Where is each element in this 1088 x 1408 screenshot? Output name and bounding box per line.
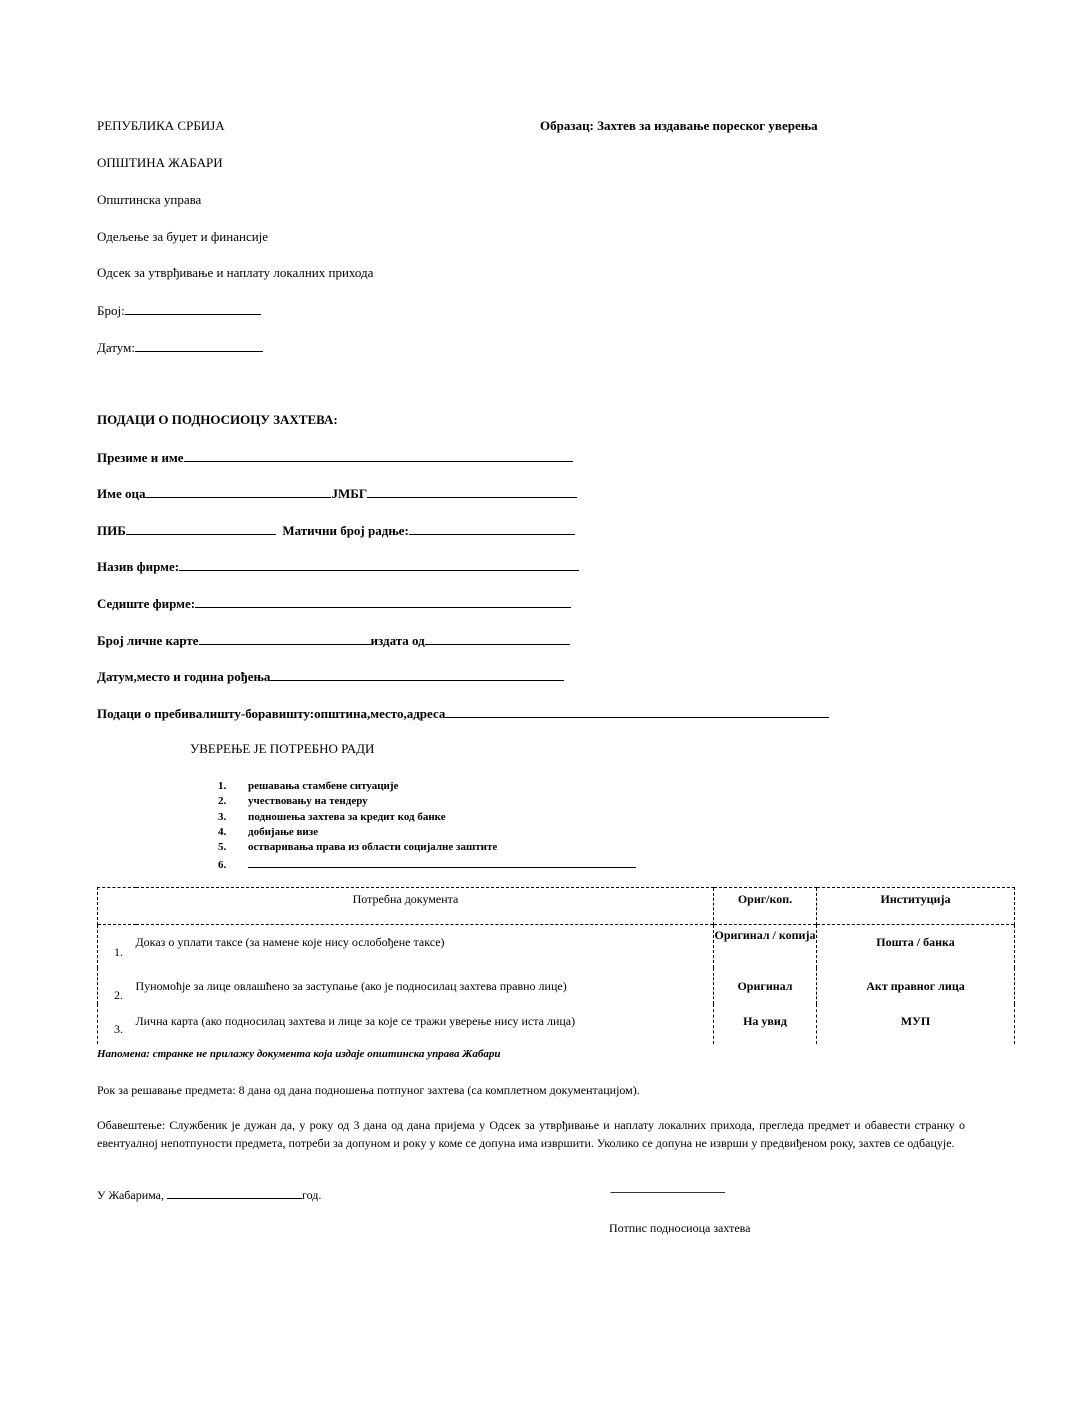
purpose-item[interactable]	[218, 810, 636, 825]
birth-blank[interactable]	[270, 668, 564, 681]
company-seat-label: Седиште фирме:	[97, 596, 196, 611]
pib-shop-field[interactable]	[97, 522, 575, 539]
issued-by-label: издата од	[370, 633, 425, 648]
documents-table	[97, 887, 1015, 1044]
company-seat-field[interactable]	[97, 595, 571, 612]
number-label: Број:	[97, 303, 125, 318]
company-name-label: Назив фирме:	[97, 559, 180, 574]
id-card-field[interactable]	[97, 632, 570, 649]
residence-label: Подаци о пребивалишту-боравишту:општина,место,адреса	[97, 706, 446, 721]
shop-number-label: Матични број радње:	[282, 523, 409, 538]
form-title: Образац: Захтев за издавање пореског уверења	[540, 118, 818, 133]
row-number: 3.	[98, 1004, 136, 1044]
signature-label: Потпис подносиоца захтева	[609, 1221, 751, 1235]
purpose-item-text: подношења захтева за кредит код банке	[248, 810, 446, 823]
residence-blank[interactable]	[445, 705, 829, 718]
deadline-note: Рок за решавање предмета: 8 дана од дана подношења потпуног захтева (са комплетном документацијом).	[97, 1083, 640, 1097]
purpose-item[interactable]	[218, 840, 636, 855]
department-label: Одељење за буџет и финансије	[97, 229, 269, 244]
id-card-label: Број личне карте	[97, 633, 199, 648]
birth-field[interactable]	[97, 668, 564, 685]
row-document: Доказ о уплати таксе (за намене које нису ослобођене таксе)	[136, 925, 714, 968]
purpose-item-text: добијање визе	[248, 825, 319, 838]
jmbg-label: ЈМБГ	[331, 486, 368, 501]
purpose-item[interactable]	[218, 779, 636, 794]
row-orig-copy: Оригинал	[714, 968, 817, 1004]
remark-note: Напомена: странке не прилажу документа која издаје општинска управа Жабари	[97, 1048, 501, 1060]
pib-label: ПИБ	[97, 523, 126, 538]
row-number: 1.	[98, 925, 136, 968]
row-institution: Пошта / банка	[817, 925, 1015, 968]
father-jmbg-field[interactable]	[97, 485, 577, 502]
birth-label: Датум,место и година рођења	[97, 669, 271, 684]
purpose-item-number: 6.	[218, 859, 227, 872]
row-orig-copy: На увид	[714, 1004, 817, 1044]
date-blank[interactable]	[135, 339, 263, 352]
company-seat-blank[interactable]	[195, 595, 571, 608]
documents-header: Потребна документа	[98, 888, 714, 925]
purpose-item-text: решавања стамбене ситуације	[248, 780, 399, 792]
purpose-heading: УВЕРЕЊЕ ЈЕ ПОТРЕБНО РАДИ	[190, 741, 375, 756]
father-name-label: Име оца	[97, 486, 146, 501]
purpose-item[interactable]	[218, 825, 636, 840]
id-card-blank[interactable]	[199, 632, 371, 645]
company-name-blank[interactable]	[179, 558, 579, 571]
row-institution: МУП	[817, 1004, 1015, 1044]
administration-label: Општинска управа	[97, 192, 202, 207]
applicant-heading: ПОДАЦИ О ПОДНОСИОЦУ ЗАХТЕВА:	[97, 412, 338, 427]
residence-field[interactable]	[97, 705, 829, 722]
purpose-other-blank[interactable]	[248, 855, 636, 868]
orig-copy-header: Ориг/коп.	[714, 888, 817, 925]
purpose-item[interactable]	[218, 794, 636, 809]
institution-header: Институција	[817, 888, 1015, 925]
row-number: 2.	[98, 968, 136, 1004]
section-label: Одсек за утврђивање и наплату локалних прихода	[97, 265, 374, 280]
documents-header-row	[98, 888, 1015, 925]
table-row	[98, 925, 1015, 968]
municipality-label: ОПШТИНА ЖАБАРИ	[97, 155, 223, 170]
company-name-field[interactable]	[97, 558, 579, 575]
year-label: год.	[301, 1188, 322, 1202]
place-label: У Жабарима,	[97, 1188, 167, 1202]
date-label: Датум:	[97, 340, 135, 355]
number-field[interactable]	[97, 302, 261, 319]
surname-name-label: Презиме и име	[97, 450, 184, 465]
pib-blank[interactable]	[126, 522, 276, 535]
purpose-item-number: 4.	[218, 825, 227, 838]
number-blank[interactable]	[125, 302, 261, 315]
surname-name-field[interactable]	[97, 449, 573, 466]
signature-line[interactable]: -------------------------------------------	[610, 1186, 725, 1198]
purpose-item-text: учествовању на тендеру	[248, 795, 368, 808]
purpose-item-text: остваривања права из области социјалне заштите	[248, 841, 498, 854]
jmbg-blank[interactable]	[367, 485, 577, 498]
table-row	[98, 968, 1015, 1004]
row-document: Лична карта (ако подносилац захтева и лице за које се тражи уверење нису иста лица)	[135, 1013, 576, 1028]
republic-label: РЕПУБЛИКА СРБИЈА	[97, 118, 225, 133]
table-row	[98, 1004, 1015, 1044]
place-date-field[interactable]	[97, 1186, 321, 1203]
surname-name-blank[interactable]	[184, 449, 573, 462]
row-institution: Акт правног лица	[817, 968, 1015, 1004]
notice-paragraph: Обавештење: Службеник је дужан да, у року од 3 дана од дана пријема у Одсек за утврђивање и наплату локалних прихода, прегледа предмет и обавести странку о евентуалној непотпуности предмета, потреби за допуном и року у коме се допуна има извршити. Уколико се допуна не изврши у предвиђеном року, захтев се одбацује.	[97, 1118, 965, 1150]
shop-number-blank[interactable]	[409, 522, 575, 535]
row-orig-copy: Оригинал / копија	[714, 925, 817, 968]
row-document: Пуномоћје за лице овлашћено за заступање (ако је подносилац захтева правно лице)	[135, 978, 567, 993]
father-name-blank[interactable]	[145, 485, 331, 498]
purpose-list	[218, 779, 636, 871]
date-field[interactable]	[97, 339, 263, 356]
purpose-item-number: 2.	[218, 795, 227, 808]
place-date-blank[interactable]	[167, 1186, 302, 1199]
purpose-item-number: 5.	[218, 841, 227, 854]
purpose-item-number: 3.	[218, 810, 227, 823]
purpose-item-number: 1.	[218, 780, 227, 792]
purpose-item-other[interactable]	[218, 855, 636, 870]
issued-by-blank[interactable]	[425, 632, 570, 645]
